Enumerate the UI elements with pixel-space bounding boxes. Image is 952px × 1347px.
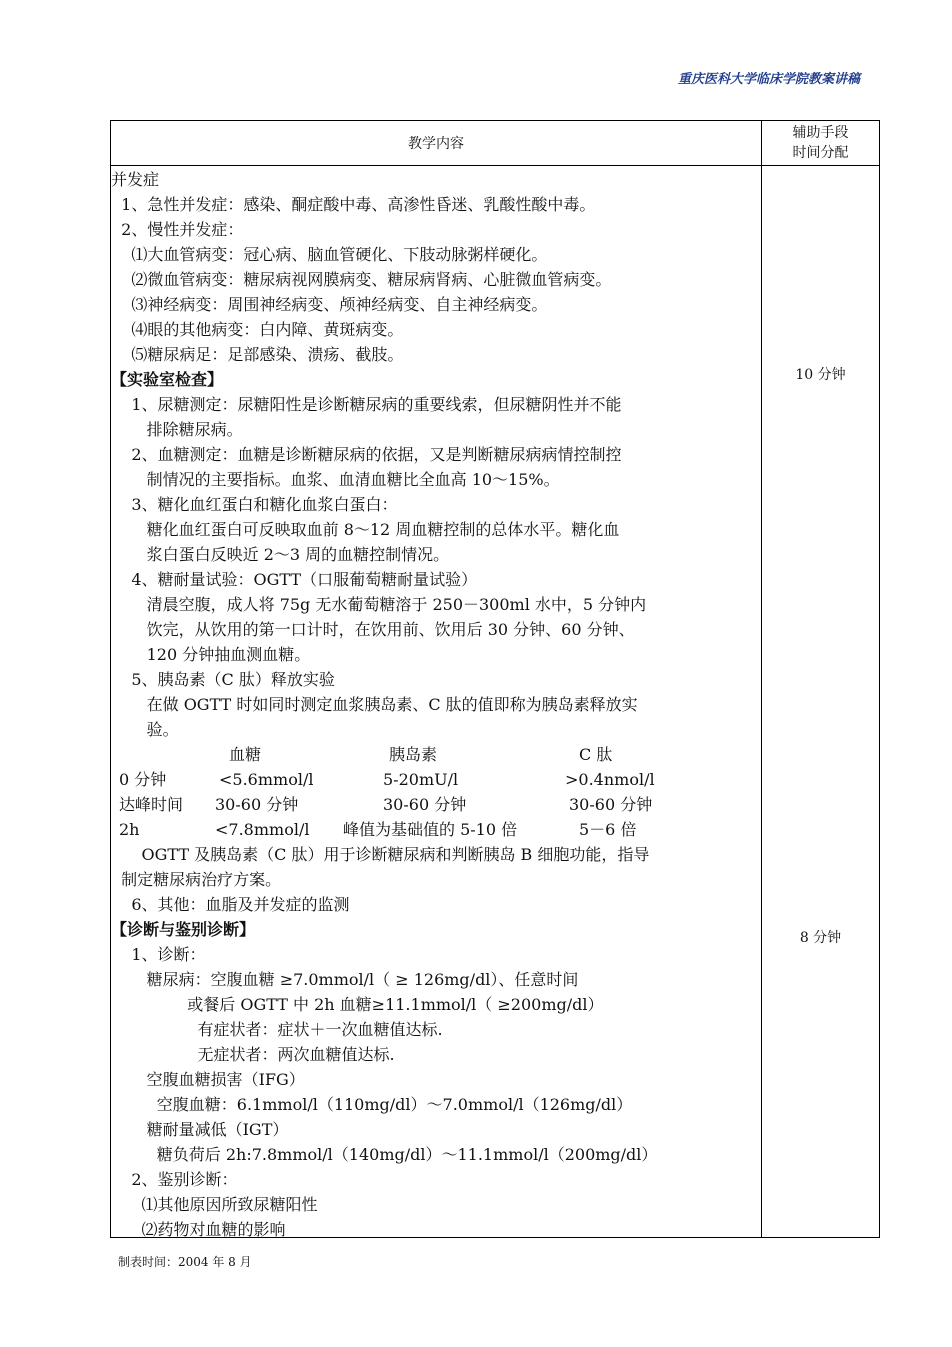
section-heading-lab-tests: 【实验室检查】	[111, 370, 224, 389]
content-line: 无症状者：两次血糖值达标.	[111, 1045, 395, 1064]
ogtt-row-label: 2h	[119, 820, 140, 839]
column-header-aids: 辅助手段	[792, 125, 849, 141]
content-line: 2、鉴别诊断：	[111, 1170, 238, 1189]
ogtt-cell: 5-20mU/l	[383, 770, 459, 789]
column-header-aids-time	[762, 121, 879, 165]
content-line: 制定糖尿病治疗方案。	[111, 870, 282, 889]
ogtt-cell: <5.6mmol/l	[219, 770, 314, 789]
ogtt-header-insulin: 胰岛素	[389, 745, 438, 764]
content-line: 并发症	[111, 170, 160, 189]
content-line: 饮完，从饮用的第一口计时，在饮用前、饮用后 30 分钟、60 分钟、	[111, 620, 635, 639]
content-line: 120 分钟抽血测血糖。	[111, 645, 311, 664]
content-line: ⑴大血管病变：冠心病、脑血管硬化、下肢动脉粥样硬化。	[111, 245, 548, 264]
content-line: 4、糖耐量试验：OGTT（口服葡萄糖耐量试验）	[111, 570, 478, 589]
content-line: 空腹血糖：6.1mmol/l（110mg/dl）～7.0mmol/l（126mg/dl）	[111, 1095, 633, 1114]
column-divider	[761, 121, 762, 1237]
content-line: ⑸糖尿病足：足部感染、溃疡、截肢。	[111, 345, 404, 364]
time-allocation-lab: 10 分钟	[795, 367, 846, 383]
section-heading-diagnosis: 【诊断与鉴别诊断】	[111, 920, 256, 939]
document-header-title: 重庆医科大学临床学院教案讲稿	[677, 72, 860, 87]
content-line: 2、慢性并发症：	[111, 220, 244, 239]
content-line: 或餐后 OGTT 中 2h 血糖≥11.1mmol/l（ ≥200mg/dl）	[111, 995, 604, 1014]
content-line: 1、尿糖测定：尿糖阳性是诊断糖尿病的重要线索，但尿糖阴性并不能	[111, 395, 622, 414]
column-header-time: 时间分配	[792, 145, 849, 161]
ogtt-cell: 30-60 分钟	[569, 795, 653, 814]
content-line: 排除糖尿病。	[111, 420, 243, 439]
content-line: OGTT 及胰岛素（C 肽）用于诊断糖尿病和判断胰岛 B 细胞功能，指导	[111, 845, 650, 864]
content-line: 糖尿病：空腹血糖 ≥7.0mmol/l（ ≥ 126mg/dl）、任意时间	[111, 970, 579, 989]
content-line: ⑵微血管病变：糖尿病视网膜病变、糖尿病肾病、心脏微血管病变。	[111, 270, 612, 289]
content-line: 浆白蛋白反映近 2～3 周的血糖控制情况。	[111, 545, 450, 564]
content-line: ⑴其他原因所致尿糖阳性	[111, 1195, 318, 1214]
content-line: ⑷眼的其他病变：白内障、黄斑病变。	[111, 320, 404, 339]
content-line: 空腹血糖损害（IFG）	[111, 1070, 305, 1089]
ogtt-header-blood-glucose: 血糖	[229, 745, 262, 764]
content-line: 验。	[111, 720, 179, 739]
content-line: 糖负荷后 2h:7.8mmol/l（140mg/dl）～11.1mmol/l（200mg/dl）	[111, 1145, 658, 1164]
content-line: 在做 OGTT 时如同时测定血浆胰岛素、C 肽的值即称为胰岛素释放实	[111, 695, 638, 714]
content-line: 糖耐量减低（IGT）	[111, 1120, 289, 1139]
header-divider	[111, 165, 879, 166]
footer-date: 制表时间：2004 年 8 月	[118, 1255, 252, 1269]
content-line: 3、糖化血红蛋白和糖化血浆白蛋白：	[111, 495, 398, 514]
ogtt-row-label: 0 分钟	[119, 770, 167, 789]
content-line: 糖化血红蛋白可反映取血前 8～12 周血糖控制的总体水平。糖化血	[111, 520, 620, 539]
content-line: 6、其他：血脂及并发症的监测	[111, 895, 350, 914]
time-allocation-diagnosis: 8 分钟	[799, 930, 842, 946]
content-line: 2、血糖测定：血糖是诊断糖尿病的依据，又是判断糖尿病病情控制控	[111, 445, 622, 464]
ogtt-cell: <7.8mmol/l	[215, 820, 310, 839]
ogtt-cell: 30-60 分钟	[383, 795, 467, 814]
content-line: 有症状者：症状＋一次血糖值达标.	[111, 1020, 443, 1039]
content-line: 清晨空腹，成人将 75g 无水葡萄糖溶于 250－300ml 水中，5 分钟内	[111, 595, 647, 614]
content-line: ⑶神经病变：周围神经病变、颅神经病变、自主神经病变。	[111, 295, 548, 314]
ogtt-header-c-peptide: C 肽	[579, 745, 613, 764]
lesson-plan-table	[110, 120, 880, 1238]
content-line: 1、急性并发症：感染、酮症酸中毒、高渗性昏迷、乳酸性酸中毒。	[111, 195, 596, 214]
column-header-teaching-content: 教学内容	[408, 136, 464, 152]
content-line: 制情况的主要指标。血浆、血清血糖比全血高 10～15%。	[111, 470, 560, 489]
ogtt-row-label: 达峰时间	[119, 795, 184, 814]
ogtt-cell: 5－6 倍	[579, 820, 637, 839]
content-line: ⑵药物对血糖的影响	[111, 1220, 286, 1239]
ogtt-cell: 30-60 分钟	[215, 795, 299, 814]
ogtt-cell: >0.4nmol/l	[565, 770, 655, 789]
ogtt-cell: 峰值为基础值的 5-10 倍	[343, 820, 518, 839]
content-line: 1、诊断：	[111, 945, 206, 964]
content-line: 5、胰岛素（C 肽）释放实验	[111, 670, 335, 689]
